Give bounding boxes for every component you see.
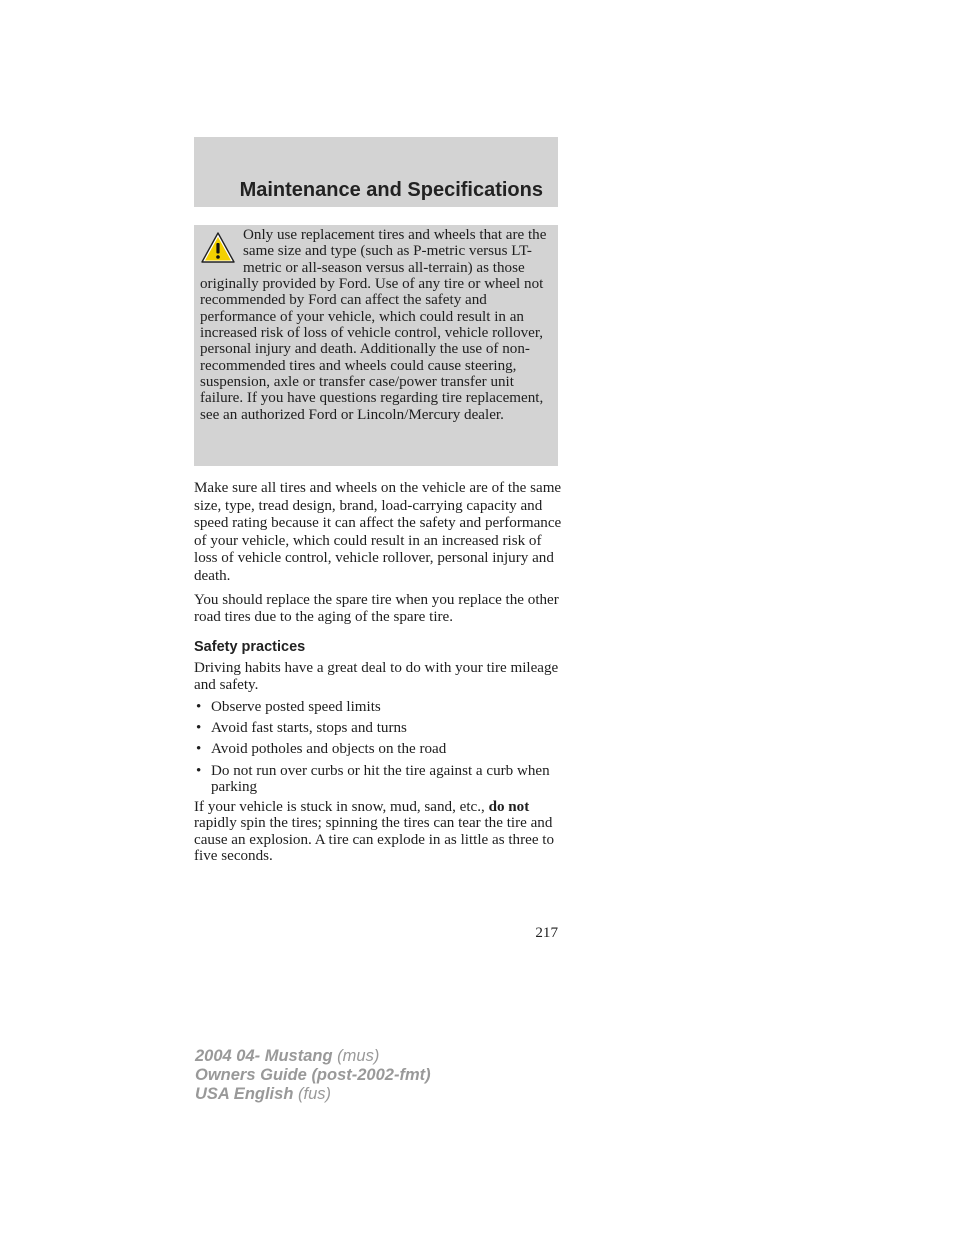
bullet-icon: • [196, 741, 202, 758]
footer-model-code: (mus) [332, 1047, 380, 1065]
footer-line-language [195, 1085, 431, 1104]
section-title: Maintenance and Specifications [239, 179, 543, 201]
footer-model: 2004 04- Mustang [195, 1047, 333, 1065]
page-number: 217 [535, 925, 558, 941]
footer-line-model [195, 1047, 431, 1066]
footer-language: USA English [195, 1085, 294, 1103]
safety-practices-list [194, 699, 564, 795]
document-footer [195, 1047, 431, 1104]
warning-box [194, 225, 558, 466]
paragraph-driving-habits: Driving habits have a great deal to do with your tire mileage and safety. [194, 659, 559, 694]
footer-guide: Owners Guide (post-2002-fmt) [195, 1066, 431, 1084]
list-item-text: Observe posted speed limits [211, 698, 381, 715]
list-item [194, 699, 564, 715]
do-not-emphasis: do not [488, 798, 530, 815]
list-item [194, 720, 564, 736]
main-content [194, 480, 564, 864]
paragraph-spare-tire: You should replace the spare tire when you replace the other road tires due to the aging of the spare tire. [194, 591, 559, 626]
list-item-text: Do not run over curbs or hit the tire against a curb when parking [211, 762, 550, 795]
warning-text: Only use replacement tires and wheels that are the same size and type (such as P-metric versus LT-metric or all-season versus all-terrain) as those originally provided by Ford. Use of any tire or wheel not recommended by Ford can affect the safety and performance of your vehicle, which could result in an increased risk of loss of vehicle control, vehicle rollover, personal injury and death. Additionally the use of non-recommended tires and wheels could cause steering, suspension, axle or transfer case/power transfer unit failure. If you have questions regarding tire replacement, see an authorized Ford or Lincoln/Mercury dealer. [200, 227, 547, 423]
list-item-text: Avoid potholes and objects on the road [211, 741, 447, 758]
list-item [194, 763, 564, 795]
bullet-icon: • [196, 698, 202, 715]
bullet-icon: • [196, 762, 202, 779]
paragraph-tire-matching: Make sure all tires and wheels on the vehicle are of the same size, type, tread design, brand, load-carrying capacity and speed rating because it can affect the safety and performance of your vehicle, which could result in an increased risk of loss of vehicle control, vehicle rollover, personal injury and death. [194, 480, 562, 584]
paragraph-stuck-vehicle [194, 799, 564, 864]
stuck-text-before: If your vehicle is stuck in snow, mud, sand, etc., [194, 798, 489, 815]
footer-line-guide [195, 1066, 431, 1085]
list-item-text: Avoid fast starts, stops and turns [211, 720, 407, 737]
stuck-text-after: rapidly spin the tires; spinning the tires can tear the tire and cause an explosion. A tire can explode in as little as three to five seconds. [194, 815, 555, 864]
list-item [194, 741, 564, 757]
warning-triangle-icon [200, 231, 236, 264]
section-heading-safety-practices: Safety practices [194, 638, 306, 655]
footer-language-code: (fus) [293, 1085, 331, 1103]
bullet-icon: • [196, 720, 202, 737]
section-header-band [194, 137, 558, 207]
